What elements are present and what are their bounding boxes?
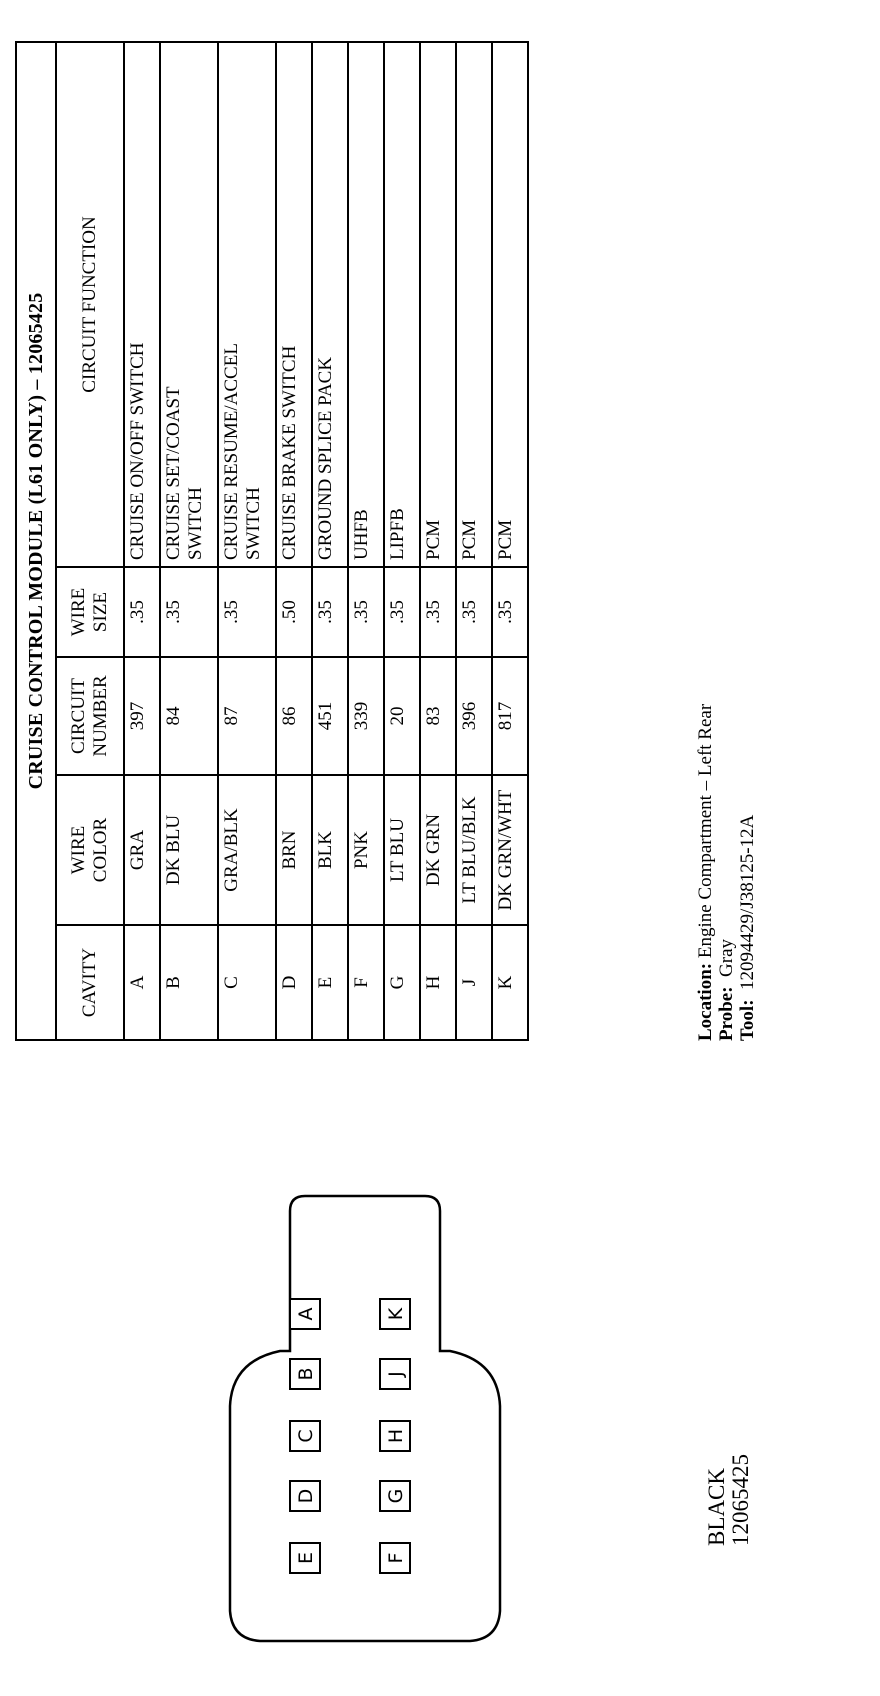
- cell-circuit-function: [348, 42, 384, 567]
- cell-wire-color: GRA: [124, 775, 160, 925]
- cell-circuit-function: [492, 42, 528, 567]
- connector-pin: [290, 1543, 320, 1573]
- table-row: [348, 42, 384, 1040]
- connector-pin: [290, 1421, 320, 1451]
- cell-cavity: F: [348, 925, 384, 1040]
- connector-caption: [705, 1454, 753, 1546]
- svg-text:K: K: [385, 1307, 407, 1321]
- cell-cavity: E: [312, 925, 348, 1040]
- circuit-function-line: LIPFB: [387, 508, 408, 560]
- circuit-function-line: CRUISE SET/COAST: [163, 386, 184, 560]
- svg-text:C: C: [295, 1429, 317, 1443]
- cell-wire-color: BRN: [276, 775, 312, 925]
- cell-wire-size: .35: [218, 567, 276, 657]
- connector-pin: [380, 1299, 410, 1329]
- cell-wire-color: DK GRN/WHT: [492, 775, 528, 925]
- cell-cavity: C: [218, 925, 276, 1040]
- connector-pin: [380, 1543, 410, 1573]
- cell-circuit-function: [456, 42, 492, 567]
- svg-text:H: H: [385, 1428, 407, 1444]
- table-row: [160, 42, 218, 1040]
- circuit-function-line: UHFB: [351, 509, 372, 560]
- connector-pin: [290, 1359, 320, 1389]
- tool-line: Tool: 12094429/J38125-12A: [737, 814, 758, 1041]
- cell-circuit-number: 339: [348, 657, 384, 775]
- cell-cavity: D: [276, 925, 312, 1040]
- table-header-row: [56, 42, 124, 1040]
- cell-cavity: A: [124, 925, 160, 1040]
- cell-cavity: J: [456, 925, 492, 1040]
- circuit-function-line: GROUND SPLICE PACK: [315, 356, 336, 560]
- svg-text:J: J: [385, 1371, 407, 1377]
- probe-line: Probe: Gray: [716, 938, 737, 1041]
- table-row: [312, 42, 348, 1040]
- cell-circuit-number: 86: [276, 657, 312, 775]
- cell-wire-color: BLK: [312, 775, 348, 925]
- connector-color-label: BLACK: [704, 1468, 729, 1546]
- svg-text:F: F: [385, 1552, 407, 1564]
- connector-diagram: [220, 1091, 700, 1651]
- svg-text:B: B: [295, 1367, 317, 1381]
- connector-pin: [380, 1481, 410, 1511]
- svg-text:E: E: [295, 1551, 317, 1565]
- cell-wire-size: .35: [456, 567, 492, 657]
- cell-wire-size: .35: [312, 567, 348, 657]
- table-row: [124, 42, 160, 1040]
- cell-circuit-function: [312, 42, 348, 567]
- cell-wire-size: .35: [124, 567, 160, 657]
- cell-circuit-number: 20: [384, 657, 420, 775]
- cell-wire-size: .35: [384, 567, 420, 657]
- cell-circuit-number: 397: [124, 657, 160, 775]
- connector-pin: [290, 1481, 320, 1511]
- table-row: [276, 42, 312, 1040]
- circuit-function-line: SWITCH: [243, 487, 264, 560]
- circuit-function-line: PCM: [495, 519, 516, 560]
- cell-circuit-number: 396: [456, 657, 492, 775]
- cell-wire-size: .35: [348, 567, 384, 657]
- circuit-function-line: CRUISE ON/OFF SWITCH: [127, 342, 148, 560]
- cell-wire-size: .35: [492, 567, 528, 657]
- cell-circuit-function: [384, 42, 420, 567]
- table-row: [492, 42, 528, 1040]
- connector-pin: [380, 1421, 410, 1451]
- cell-circuit-number: 451: [312, 657, 348, 775]
- cell-wire-size: .50: [276, 567, 312, 657]
- pinout-table: [15, 41, 529, 1041]
- cell-circuit-number: 84: [160, 657, 218, 775]
- header-cavity: CAVITY: [56, 925, 124, 1040]
- cell-cavity: H: [420, 925, 456, 1040]
- cell-wire-color: DK BLU: [160, 775, 218, 925]
- table-row: [218, 42, 276, 1040]
- cell-wire-color: GRA/BLK: [218, 775, 276, 925]
- circuit-function-line: CRUISE RESUME/ACCEL: [221, 343, 242, 560]
- table-row: [384, 42, 420, 1040]
- cell-circuit-function: [276, 42, 312, 567]
- cell-circuit-function: [420, 42, 456, 567]
- table-title: CRUISE CONTROL MODULE (L61 ONLY) – 12065425: [16, 42, 56, 1040]
- table-row: [456, 42, 492, 1040]
- cell-wire-color: PNK: [348, 775, 384, 925]
- connector-pin: [380, 1359, 410, 1389]
- location-info: [695, 704, 758, 1041]
- svg-text:D: D: [295, 1488, 317, 1504]
- svg-text:G: G: [385, 1488, 407, 1504]
- cell-circuit-number: 83: [420, 657, 456, 775]
- header-circuit-function: CIRCUIT FUNCTION: [56, 42, 124, 567]
- cell-circuit-function: [124, 42, 160, 567]
- cell-wire-color: LT BLU: [384, 775, 420, 925]
- connector-part-number: 12065425: [728, 1454, 753, 1546]
- svg-text:A: A: [295, 1307, 317, 1321]
- cell-wire-size: .35: [420, 567, 456, 657]
- connector-outline: [230, 1196, 500, 1641]
- table-row: [420, 42, 456, 1040]
- connector-pin: [290, 1299, 320, 1329]
- cell-cavity: G: [384, 925, 420, 1040]
- location-line: Location: Engine Compartment – Left Rear: [695, 703, 716, 1041]
- circuit-function-line: PCM: [459, 519, 480, 560]
- cell-cavity: K: [492, 925, 528, 1040]
- circuit-function-line: CRUISE BRAKE SWITCH: [279, 345, 300, 560]
- cell-wire-color: DK GRN: [420, 775, 456, 925]
- cell-circuit-function: [160, 42, 218, 567]
- circuit-function-line: PCM: [423, 519, 444, 560]
- cell-circuit-number: 817: [492, 657, 528, 775]
- header-circuit-number: CIRCUIT NUMBER: [56, 657, 124, 775]
- cell-circuit-number: 87: [218, 657, 276, 775]
- cell-circuit-function: [218, 42, 276, 567]
- header-wire-color: WIRE COLOR: [56, 775, 124, 925]
- header-wire-size: WIRE SIZE: [56, 567, 124, 657]
- cell-wire-size: .35: [160, 567, 218, 657]
- circuit-function-line: SWITCH: [185, 487, 206, 560]
- cell-cavity: B: [160, 925, 218, 1040]
- cell-wire-color: LT BLU/BLK: [456, 775, 492, 925]
